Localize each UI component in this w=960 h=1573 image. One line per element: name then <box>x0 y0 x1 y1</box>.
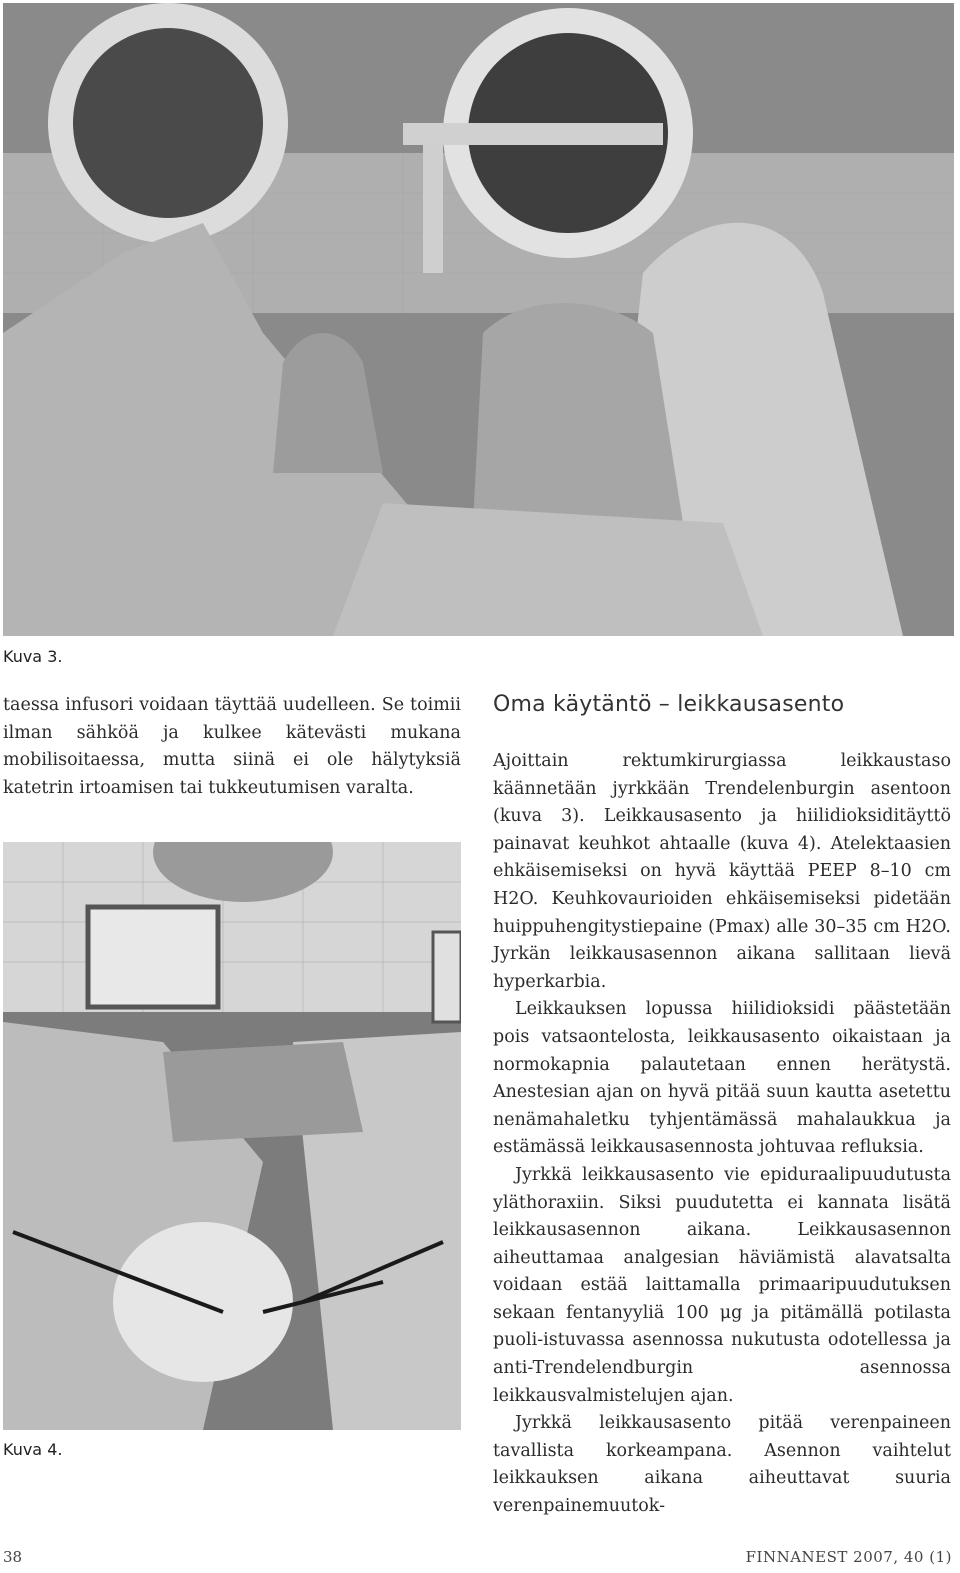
paragraph: Leikkauksen lopussa hiilidioksidi päästetään pois vatsaontelosta, leikkausasento oikaistaan ja normokapnia palautetaan ennen herätystä. Anestesian ajan on hyvä pitää suun kautta asetettu nenämahaletku tyhjentämässä mahalaukkua ja estämässä leikkausasennosta johtuvaa refluksia. <box>493 999 951 1158</box>
paragraph: Jyrkkä leikkausasento pitää verenpaineen tavallista korkeampana. Asennon vaihtelut leikkauksen aikana aiheuttavat suuria verenpainemuutok- <box>493 1413 951 1517</box>
laparoscopy-photo-illustration <box>3 842 461 1430</box>
paragraph: Ajoittain rektumkirurgiassa leikkaustaso käännetään jyrkkään Trendelenburgin asentoon (kuva 3). Leikkausasento ja hiilidioksiditäyttö painavat keuhkot ahtaalle (kuva 4). Atelektaasien ehkäisemiseksi on hyvä käyttää PEEP 8–10 cm H2O. Keuhkovaurioiden ehkäisemiseksi pidetään huippuhengitystiepaine (Pmax) alle 30–35 cm H2O. Jyrkän leikkausasennon aikana sallitaan lievä hyperkarbia. <box>493 751 951 992</box>
journal-name: FINNANEST 2007, 40 (1) <box>745 1548 952 1566</box>
section-heading: Oma käytäntö – leikkausasento <box>493 692 845 717</box>
right-column-text <box>493 748 951 1521</box>
paragraph: Jyrkkä leikkausasento vie epiduraalipuudutusta yläthoraxiin. Siksi puudutetta ei kannata lisätä leikkausasennon aikana. Leikkausasennon aiheuttamaa analgesian häviämistä alavatsalta voidaan estää laittamalla primaaripuudutuksen sekaan fentanyyliä 100 μg ja pitämällä potilasta puoli-istuvassa asennossa nukutusta odotellessa ja anti-Trendelendburgin asennossa leikkausvalmistelujen ajan. <box>493 1164 951 1406</box>
figure-3-caption: Kuva 3. <box>3 647 63 666</box>
left-column-text <box>3 692 461 802</box>
figure-3-photo <box>3 3 954 636</box>
paragraph: taessa infusori voidaan täyttää uudelleen. Se toimii ilman sähköä ja kulkee kätevästi mukana mobilisoitaessa, mutta siinä ei ole hälytyksiä katetrin irtoamisen tai tukkeutumisen varalta. <box>3 695 461 798</box>
figure-4-caption: Kuva 4. <box>3 1440 63 1459</box>
figure-4-photo <box>3 842 461 1430</box>
surgery-photo-illustration <box>3 3 954 636</box>
page-number: 38 <box>3 1548 23 1566</box>
